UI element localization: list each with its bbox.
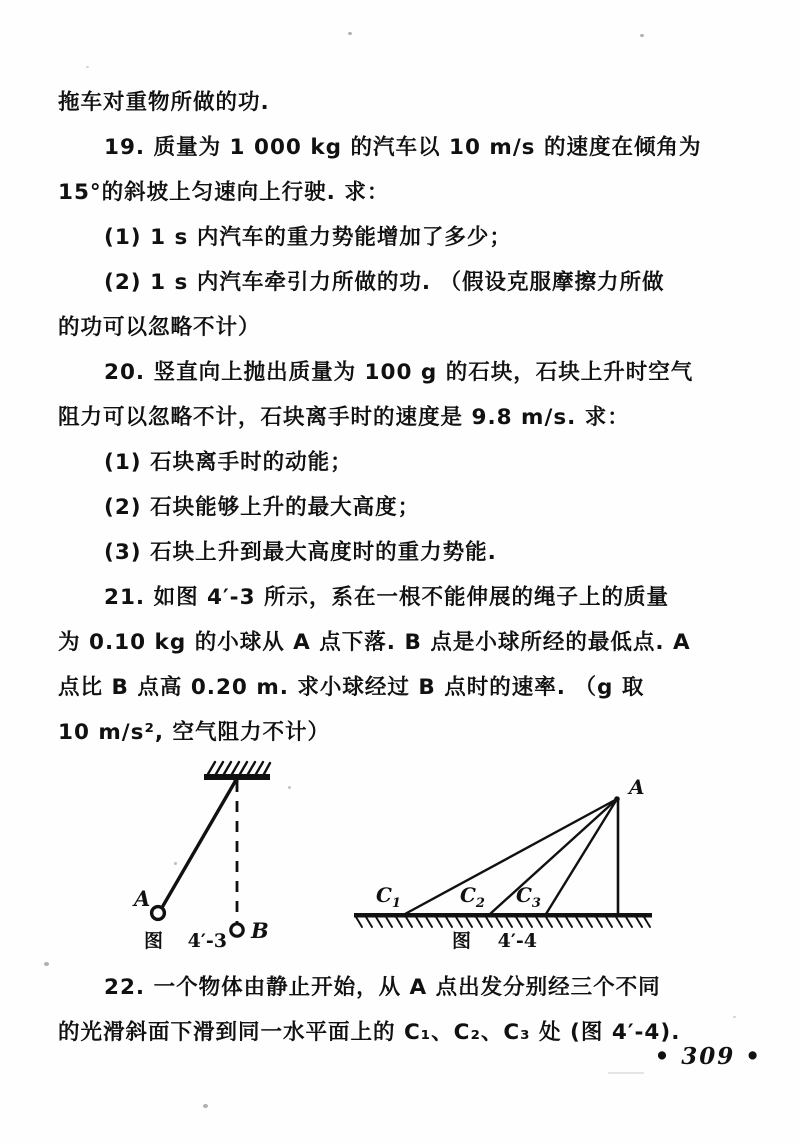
figure-4p-3-caption <box>144 926 227 953</box>
scan-speck <box>348 32 352 35</box>
text-line: 15°的斜坡上匀速向上行驶. 求： <box>58 180 390 205</box>
caption-number: 4′-3 <box>187 930 227 952</box>
figure-4p-4-caption <box>452 926 537 953</box>
incline-c1 <box>405 799 617 914</box>
ball-at-a <box>152 907 165 920</box>
label-point-b: B <box>251 918 269 940</box>
label-point-c2: $C_2$ <box>460 883 485 911</box>
text-line: 22. 一个物体由静止开始，从 A 点出发分别经三个不同 <box>104 975 661 1000</box>
scan-speck <box>203 1104 208 1108</box>
figure-4p-4 <box>350 750 660 940</box>
figures-row <box>0 720 800 970</box>
scan-speck <box>608 1072 644 1074</box>
label-point-a: A <box>134 886 151 911</box>
label-point-c1: $C_1$ <box>376 883 401 911</box>
ground-line <box>354 913 652 918</box>
figure-4p-3 <box>120 740 340 940</box>
page-number: • 309 • <box>654 1043 762 1070</box>
text-line: 的光滑斜面下滑到同一水平面上的 C₁、C₂、C₃ 处 (图 4′-4). <box>58 1020 681 1045</box>
text-line: 阻力可以忽略不计，石块离手时的速度是 9.8 m/s. 求： <box>58 405 630 430</box>
text-line: (3) 石块上升到最大高度时的重力势能. <box>104 540 497 565</box>
ceiling-hatching <box>208 762 270 774</box>
caption-number: 4′-4 <box>497 930 537 952</box>
text-line: 的功可以忽略不计） <box>58 315 261 340</box>
incline-c3 <box>546 799 617 914</box>
problem-text-block <box>58 80 748 755</box>
text-line: 点比 B 点高 0.20 m. 求小球经过 B 点时的速率. （g 取 <box>58 675 645 700</box>
string-to-a <box>160 780 236 911</box>
label-point-c3: $C_3$ <box>516 883 541 911</box>
problem-22-block <box>58 965 758 1055</box>
text-line: 10 m/s², 空气阻力不计） <box>58 720 331 745</box>
text-line: 20. 竖直向上抛出质量为 100 g 的石块，石块上升时空气 <box>104 360 694 385</box>
apex-point <box>614 796 620 802</box>
caption-prefix: 图 <box>452 930 474 952</box>
text-line: (1) 1 s 内汽车的重力势能增加了多少； <box>104 225 512 250</box>
text-line: 拖车对重物所做的功. <box>58 90 270 115</box>
text-line: 19. 质量为 1 000 kg 的汽车以 10 m/s 的速度在倾角为 <box>104 135 702 160</box>
scan-speck <box>640 34 644 37</box>
label-apex-a: A <box>629 775 645 799</box>
text-line: (2) 石块能够上升的最大高度； <box>104 495 421 520</box>
scan-speck <box>86 66 89 68</box>
text-line: (2) 1 s 内汽车牵引力所做的功. （假设克服摩擦力所做 <box>104 270 665 295</box>
text-line: 为 0.10 kg 的小球从 A 点下落. B 点是小球所经的最低点. A <box>58 630 691 655</box>
text-line: 21. 如图 4′-3 所示，系在一根不能伸展的绳子上的质量 <box>104 585 670 610</box>
ball-at-b <box>231 924 243 936</box>
text-line: (1) 石块离手时的动能； <box>104 450 353 475</box>
caption-prefix: 图 <box>144 930 166 952</box>
